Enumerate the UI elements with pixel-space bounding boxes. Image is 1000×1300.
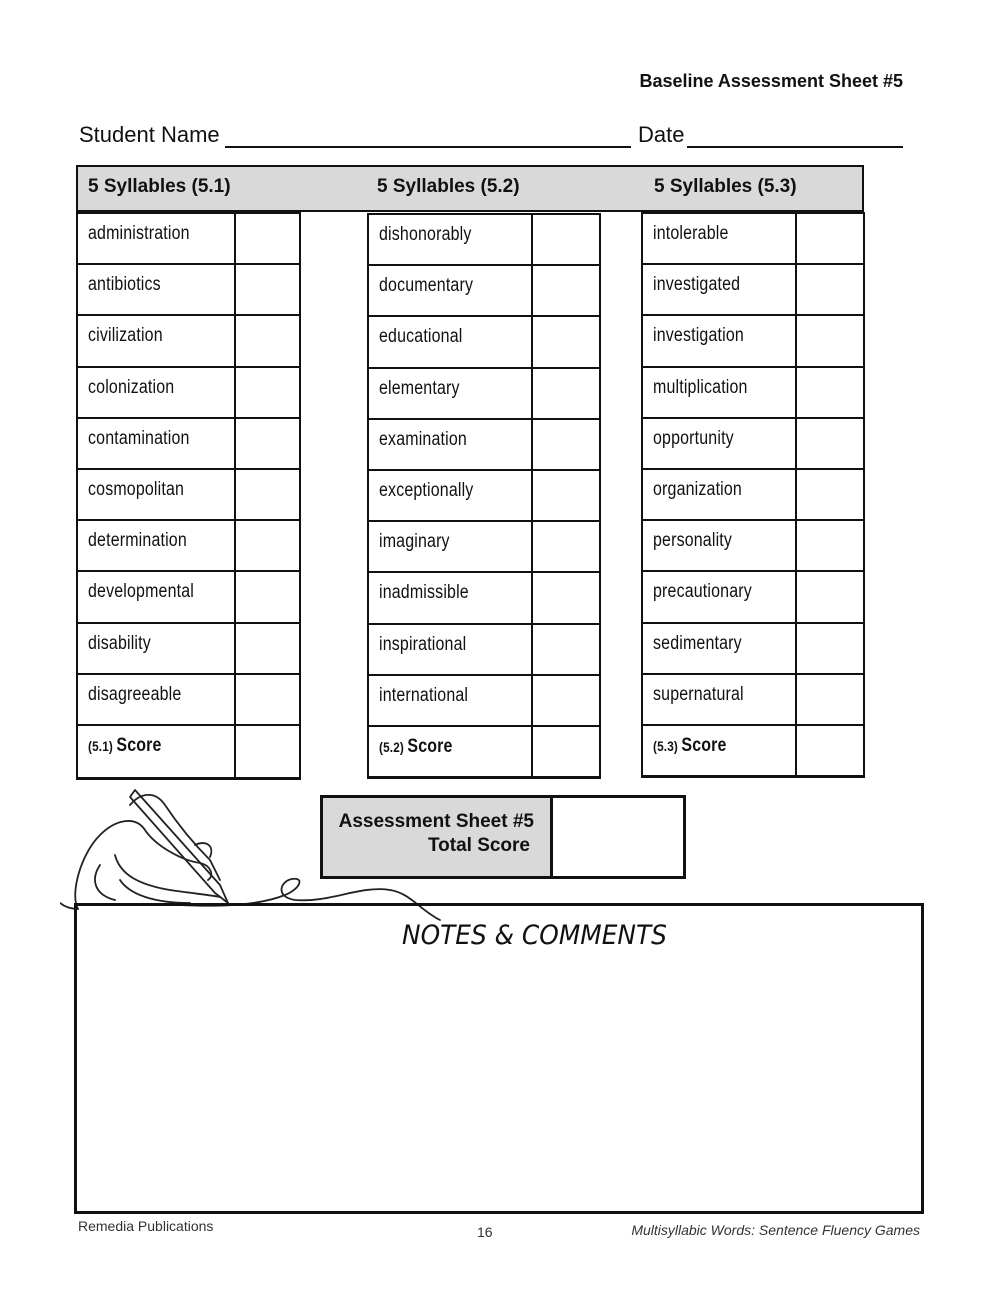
- score-box[interactable]: [531, 727, 599, 778]
- answer-box[interactable]: [531, 522, 599, 571]
- score-label: [88, 735, 162, 757]
- word-row: [643, 214, 863, 265]
- word-row: [643, 624, 863, 675]
- word-row: [643, 368, 863, 419]
- column-heading-5-1: 5 Syllables (5.1): [88, 176, 231, 197]
- word-label: civilization: [88, 325, 163, 347]
- answer-box[interactable]: [234, 624, 299, 673]
- answer-box[interactable]: [795, 265, 863, 314]
- word-row: [643, 675, 863, 726]
- word-list-5-3: [641, 212, 865, 778]
- answer-box[interactable]: [531, 266, 599, 315]
- score-row: [369, 727, 599, 778]
- word-label: contamination: [88, 427, 190, 449]
- answer-box[interactable]: [234, 419, 299, 468]
- answer-box[interactable]: [531, 369, 599, 418]
- score-box[interactable]: [795, 726, 863, 777]
- score-label: [653, 735, 727, 757]
- student-info-row: [79, 120, 903, 152]
- word-label: sedimentary: [653, 632, 742, 654]
- word-row: [78, 521, 299, 572]
- score-text: Score: [681, 735, 727, 756]
- total-score-label: [323, 798, 553, 876]
- word-label: multiplication: [653, 376, 748, 398]
- word-label: organization: [653, 479, 742, 500]
- column-heading-5-3: 5 Syllables (5.3): [654, 176, 797, 197]
- word-row: [78, 624, 299, 675]
- word-row: [369, 625, 599, 676]
- score-text: Score: [116, 735, 162, 756]
- answer-box[interactable]: [234, 368, 299, 417]
- notes-title: NOTES & COMMENTS: [402, 920, 667, 951]
- word-label: administration: [88, 223, 190, 244]
- answer-box[interactable]: [234, 214, 299, 263]
- word-row: [78, 214, 299, 265]
- answer-box[interactable]: [795, 521, 863, 570]
- total-label-line1: Assessment Sheet #5: [338, 811, 534, 832]
- answer-box[interactable]: [531, 471, 599, 520]
- word-row: [78, 265, 299, 316]
- word-row: [78, 368, 299, 419]
- answer-box[interactable]: [795, 470, 863, 519]
- answer-box[interactable]: [795, 316, 863, 365]
- date-label: Date: [638, 122, 685, 147]
- word-row: [369, 573, 599, 624]
- word-row: [643, 316, 863, 367]
- word-row: [369, 420, 599, 471]
- word-row: [369, 266, 599, 317]
- score-label: [379, 736, 453, 758]
- answer-box[interactable]: [531, 215, 599, 264]
- answer-box[interactable]: [795, 368, 863, 417]
- column-heading-5-2: 5 Syllables (5.2): [377, 176, 520, 197]
- score-code: (5.2): [379, 739, 405, 755]
- word-label: investigated: [653, 274, 741, 296]
- score-code: (5.3): [653, 738, 679, 754]
- answer-box[interactable]: [795, 214, 863, 263]
- footer-publisher: Remedia Publications: [78, 1218, 214, 1234]
- word-label: intolerable: [653, 223, 729, 244]
- word-row: [369, 317, 599, 368]
- word-label: opportunity: [653, 427, 734, 449]
- word-label: disagreeable: [88, 683, 182, 705]
- word-row: [78, 470, 299, 521]
- word-label: developmental: [88, 581, 194, 603]
- word-row: [78, 675, 299, 726]
- word-list-5-2: [367, 213, 601, 779]
- word-label: investigation: [653, 325, 744, 347]
- footer-page-number: 16: [477, 1224, 493, 1240]
- answer-box[interactable]: [234, 572, 299, 621]
- word-row: [643, 470, 863, 521]
- word-label: elementary: [379, 377, 460, 399]
- word-row: [369, 215, 599, 266]
- word-label: international: [379, 684, 469, 706]
- answer-box[interactable]: [234, 470, 299, 519]
- word-label: inspirational: [379, 633, 467, 655]
- word-label: precautionary: [653, 581, 752, 603]
- answer-box[interactable]: [795, 419, 863, 468]
- word-label: supernatural: [653, 683, 744, 705]
- student-name-field[interactable]: [225, 146, 631, 148]
- word-list-5-1: [76, 212, 301, 780]
- word-label: educational: [379, 326, 463, 348]
- answer-box[interactable]: [234, 521, 299, 570]
- word-row: [78, 419, 299, 470]
- word-row: [369, 471, 599, 522]
- answer-box[interactable]: [795, 624, 863, 673]
- answer-box[interactable]: [234, 316, 299, 365]
- word-row: [369, 369, 599, 420]
- answer-box[interactable]: [795, 572, 863, 621]
- score-box[interactable]: [234, 726, 299, 777]
- answer-box[interactable]: [234, 265, 299, 314]
- student-name-label: Student Name: [79, 122, 220, 147]
- answer-box[interactable]: [531, 317, 599, 366]
- word-row: [369, 676, 599, 727]
- word-label: cosmopolitan: [88, 479, 185, 500]
- footer-book-title: Multisyllabic Words: Sentence Fluency Games: [631, 1222, 920, 1238]
- word-label: examination: [379, 428, 467, 450]
- word-row: [643, 572, 863, 623]
- word-row: [78, 572, 299, 623]
- word-row: [643, 265, 863, 316]
- word-label: disability: [88, 632, 151, 654]
- word-row: [78, 316, 299, 367]
- word-label: antibiotics: [88, 274, 161, 296]
- sheet-title: Baseline Assessment Sheet #5: [639, 71, 903, 91]
- score-text: Score: [407, 736, 453, 757]
- answer-box[interactable]: [531, 625, 599, 674]
- word-label: personality: [653, 530, 733, 552]
- word-label: imaginary: [379, 531, 450, 553]
- score-code: (5.1): [88, 738, 114, 754]
- word-row: [643, 419, 863, 470]
- answer-box[interactable]: [795, 675, 863, 724]
- word-row: [369, 522, 599, 573]
- answer-box[interactable]: [531, 420, 599, 469]
- answer-box[interactable]: [234, 675, 299, 724]
- answer-box[interactable]: [531, 573, 599, 622]
- total-label-line2: Total Score: [427, 835, 530, 856]
- word-label: colonization: [88, 376, 175, 398]
- score-row: [78, 726, 299, 777]
- word-label: dishonorably: [379, 224, 472, 245]
- date-field[interactable]: [687, 146, 903, 148]
- score-row: [643, 726, 863, 777]
- total-score-box: [320, 795, 686, 879]
- word-row: [643, 521, 863, 572]
- word-label: exceptionally: [379, 480, 474, 501]
- word-label: documentary: [379, 275, 474, 297]
- word-label: determination: [88, 530, 187, 552]
- answer-box[interactable]: [531, 676, 599, 725]
- word-label: inadmissible: [379, 582, 469, 604]
